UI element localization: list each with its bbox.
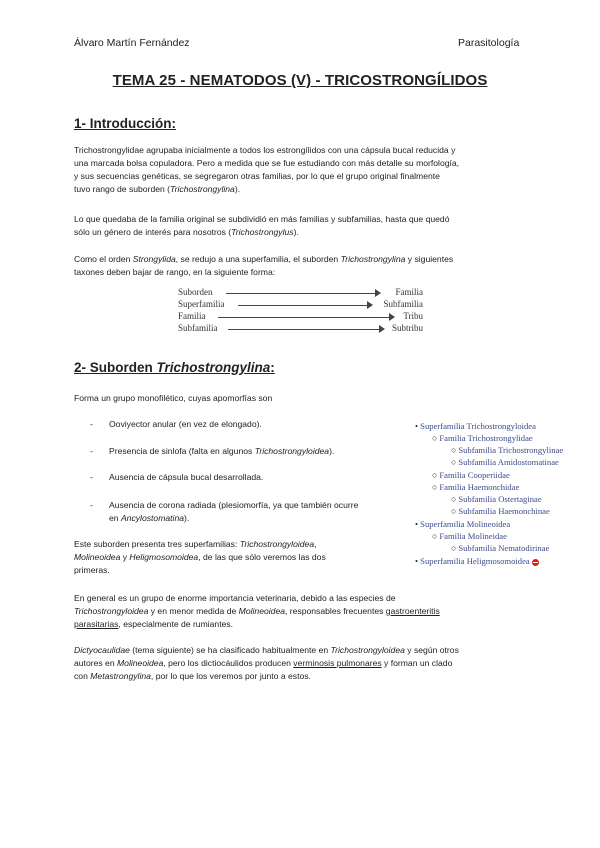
- list-item: [90, 418, 390, 432]
- sf-l1-post: ,: [314, 539, 317, 549]
- tree-label: Superfamilia Heligmosomoidea: [420, 556, 530, 566]
- p3-it1: Strongylida: [132, 254, 176, 264]
- tree-item: [415, 518, 510, 530]
- bullet-circle-icon: ○: [451, 457, 457, 467]
- dash-bullet: -: [90, 446, 93, 456]
- taxonomy-from: Familia: [178, 311, 206, 321]
- taxonomy-from: Superfamilia: [178, 299, 225, 309]
- taxonomy-tree: [415, 420, 600, 570]
- taxonomy-figure: [178, 287, 423, 337]
- p3-c: y siguientes: [405, 254, 454, 264]
- taxonomy-arrow-line: [226, 293, 375, 294]
- bullet-circle-icon: ○: [451, 494, 457, 504]
- p1-line2: una marcada bolsa copuladora. Pero a medida que se fue estudiando con más detalle su morfología,: [74, 157, 460, 168]
- p3-line2: taxones deben bajar de rango, en la siguiente forma:: [74, 266, 276, 277]
- vet-post: , especialmente de rumiantes.: [118, 618, 234, 629]
- dic-b: y según otros: [404, 645, 459, 655]
- s2-heading-italic: Trichostrongylina: [156, 360, 271, 375]
- bullet-circle-icon: ○: [451, 506, 457, 516]
- no-entry-icon: [532, 559, 539, 566]
- tree-item: [451, 456, 559, 468]
- sf-l1-pre: Este suborden presenta tres superfamilias:: [74, 539, 240, 549]
- dic-italic1: Dictyocaulidae: [74, 645, 130, 655]
- dic-l3-italic: Metastrongylina: [90, 670, 151, 681]
- sf-l2-b: , de las que sólo veremos las dos: [198, 551, 326, 562]
- tree-item: [432, 481, 519, 493]
- p1-line3: y sus secuencias genéticas, se segregaron otras familias, por lo que el grupo original finalmente: [74, 170, 440, 181]
- taxonomy-row: [178, 287, 423, 299]
- dash-bullet: -: [90, 500, 93, 510]
- arrow-right-icon: [367, 301, 373, 309]
- tree-label: Subfamilia Nematodirinae: [458, 543, 550, 553]
- bullet-disc-icon: •: [415, 421, 419, 431]
- tree-label: Subfamilia Trichostrongylinae: [458, 445, 564, 455]
- section2-heading: [74, 360, 275, 375]
- tree-label: Superfamilia Molineoidea: [420, 519, 511, 529]
- tree-label: Familia Cooperiidae: [439, 470, 510, 480]
- dash-bullet: -: [90, 419, 93, 429]
- tree-item: [451, 542, 549, 554]
- sf-l1-italic: Trichostrongyloidea: [239, 539, 315, 549]
- p1-line1: Trichostrongylidae agrupaba inicialmente a todos los estrongílidos con una cápsula bucal reducida y: [74, 145, 456, 155]
- vet-italic1: Trichostrongyloidea: [74, 605, 149, 616]
- vet-line3: [74, 618, 529, 631]
- p2-line1: Lo que quedaba de la familia original se subdividió en más familias y subfamilias, hasta que quedó: [74, 214, 450, 224]
- apomorphies-intro: Forma un grupo monofilético, cuyas apomorfías son: [74, 393, 273, 403]
- intro-paragraph-2: [74, 213, 529, 239]
- taxonomy-row: [178, 311, 423, 323]
- tree-item: [415, 420, 536, 432]
- i4-post: ).: [184, 512, 190, 523]
- sf-l2-italic2: Heligmosomoidea: [129, 551, 199, 562]
- p2-l2-italic: Trichostrongylus: [231, 226, 294, 237]
- taxonomy-arrow-line: [228, 329, 379, 330]
- tree-item: [432, 530, 507, 542]
- sf-l2-italic1: Molineoidea: [74, 551, 121, 562]
- header-author: Álvaro Martín Fernández: [74, 37, 190, 49]
- page-title: TEMA 25 - NEMATODOS (V) - TRICOSTRONGÍLIDOS: [112, 72, 488, 89]
- taxonomy-to: Tribu: [403, 311, 423, 321]
- tree-item: [432, 469, 510, 481]
- p3-line1: [74, 253, 529, 266]
- superfamilies-paragraph: [74, 538, 394, 577]
- tree-label: Familia Trichostrongylidae: [439, 433, 533, 443]
- list-item-text: Ausencia de cápsula bucal desarrollada.: [109, 472, 264, 482]
- tree-label: Superfamilia Trichostrongyloidea: [420, 421, 536, 431]
- veterinary-paragraph: [74, 592, 529, 631]
- tree-label: Subfamilia Amidostomatinae: [458, 457, 559, 467]
- dic-italic2: Trichostrongyloidea: [330, 645, 405, 655]
- taxonomy-arrow-line: [238, 305, 367, 306]
- i2-post: ).: [329, 446, 335, 456]
- taxonomy-from: Suborden: [178, 287, 213, 297]
- taxonomy-row: [178, 299, 423, 311]
- p1-l4-italic: Trichostrongylina: [170, 183, 235, 194]
- intro-paragraph-3: [74, 253, 529, 279]
- dash-bullet: -: [90, 472, 93, 482]
- intro-paragraph-1: [74, 144, 529, 196]
- dic-l2-c: y forman un clado: [381, 657, 453, 668]
- p3-b: , se redujo a una superfamilia, el suborden: [175, 254, 341, 264]
- p1-line4: [74, 183, 529, 196]
- i2-italic: Trichostrongyloidea: [254, 446, 330, 456]
- tree-label: Subfamilia Ostertaginae: [458, 494, 542, 504]
- dic-line3: [74, 670, 529, 683]
- tree-item: [451, 444, 563, 456]
- p3-it2: Trichostrongylina: [340, 254, 406, 264]
- s2-heading-pre: 2- Suborden: [74, 360, 157, 375]
- tree-label: Subfamilia Haemonchinae: [458, 506, 550, 516]
- sf-l2-a: y: [120, 551, 130, 562]
- dic-l2-a: autores en: [74, 657, 117, 668]
- vet-a: y en menor medida de: [148, 605, 239, 616]
- tree-label: Familia Haemonchidae: [439, 482, 520, 492]
- dic-l2-underline: verminosis pulmonares: [293, 657, 382, 668]
- arrow-right-icon: [389, 313, 395, 321]
- bullet-circle-icon: ○: [432, 482, 438, 492]
- bullet-circle-icon: ○: [432, 470, 438, 480]
- list-item-text: [109, 445, 334, 458]
- i2-pre: Presencia de sinlofa (falta en algunos: [109, 446, 255, 456]
- section1-heading: 1- Introducción:: [74, 116, 176, 131]
- dic-line1: [74, 644, 529, 657]
- bullet-circle-icon: ○: [451, 543, 457, 553]
- vet-underline2: parasitarias: [74, 618, 119, 629]
- dic-l3-b: , por lo que los veremos por junto a estos.: [150, 670, 311, 681]
- taxonomy-to: Subfamilia: [383, 299, 423, 309]
- list-item: [90, 499, 400, 527]
- vet-italic2: Molineoidea: [238, 605, 285, 616]
- bullet-disc-icon: •: [415, 519, 419, 529]
- p1-l4-pre: tuvo rango de suborden (: [74, 183, 171, 194]
- vet-underline1: gastroenteritis: [385, 605, 440, 616]
- tree-item: [451, 493, 542, 505]
- taxonomy-arrow-line: [218, 317, 389, 318]
- dic-l3-a: con: [74, 670, 91, 681]
- arrow-right-icon: [375, 289, 381, 297]
- bullet-disc-icon: •: [415, 556, 419, 566]
- header-subject: Parasitología: [458, 37, 520, 49]
- bullet-circle-icon: ○: [432, 531, 438, 541]
- p3-a: Como el orden: [74, 254, 133, 264]
- dic-line2: [74, 657, 529, 670]
- dic-l2-italic: Molineoidea: [117, 657, 164, 668]
- s2-heading-post: :: [270, 360, 275, 375]
- list-item-text: Ooviyector anular (en vez de elongado).: [109, 419, 262, 429]
- list-item-text: [109, 499, 358, 525]
- dic-l2-b: , pero los dictiocáulidos producen: [163, 657, 294, 668]
- taxonomy-to: Subtribu: [391, 323, 423, 333]
- p1-l4-post: ).: [234, 183, 241, 194]
- p2-l2-pre: sólo un género de interés para nosotros (: [74, 226, 232, 237]
- dic-a: (tema siguiente) se ha clasificado habitualmente en: [129, 645, 331, 655]
- tree-item: [451, 505, 550, 517]
- vet-line1: En general es un grupo de enorme importancia veterinaria, debido a las especies de: [74, 593, 396, 603]
- sf-line3: primeras.: [74, 564, 110, 575]
- p2-line2: [74, 226, 529, 239]
- taxonomy-row: [178, 323, 423, 335]
- taxonomy-to: Familia: [395, 287, 423, 297]
- i4-line2: [109, 512, 358, 525]
- arrow-right-icon: [379, 325, 385, 333]
- i4-pre: en: [109, 512, 121, 523]
- sf-line1: [74, 538, 394, 551]
- tree-item: [432, 432, 533, 444]
- list-item: [90, 445, 390, 459]
- i4-italic: Ancylostomatina: [120, 512, 185, 523]
- p2-l2-post: ).: [293, 226, 299, 237]
- i4-line1: Ausencia de corona radiada (plesiomorfía, ya que también ocurre: [109, 500, 359, 510]
- list-item: [90, 471, 390, 485]
- bullet-circle-icon: ○: [451, 445, 457, 455]
- tree-label: Familia Molineidae: [439, 531, 507, 541]
- vet-b: , responsables frecuentes: [285, 605, 386, 616]
- dictyocaulidae-paragraph: [74, 644, 529, 683]
- vet-line2: [74, 605, 529, 618]
- taxonomy-from: Subfamilia: [178, 323, 218, 333]
- tree-item: [415, 555, 539, 567]
- sf-line2: [74, 551, 394, 564]
- bullet-circle-icon: ○: [432, 433, 438, 443]
